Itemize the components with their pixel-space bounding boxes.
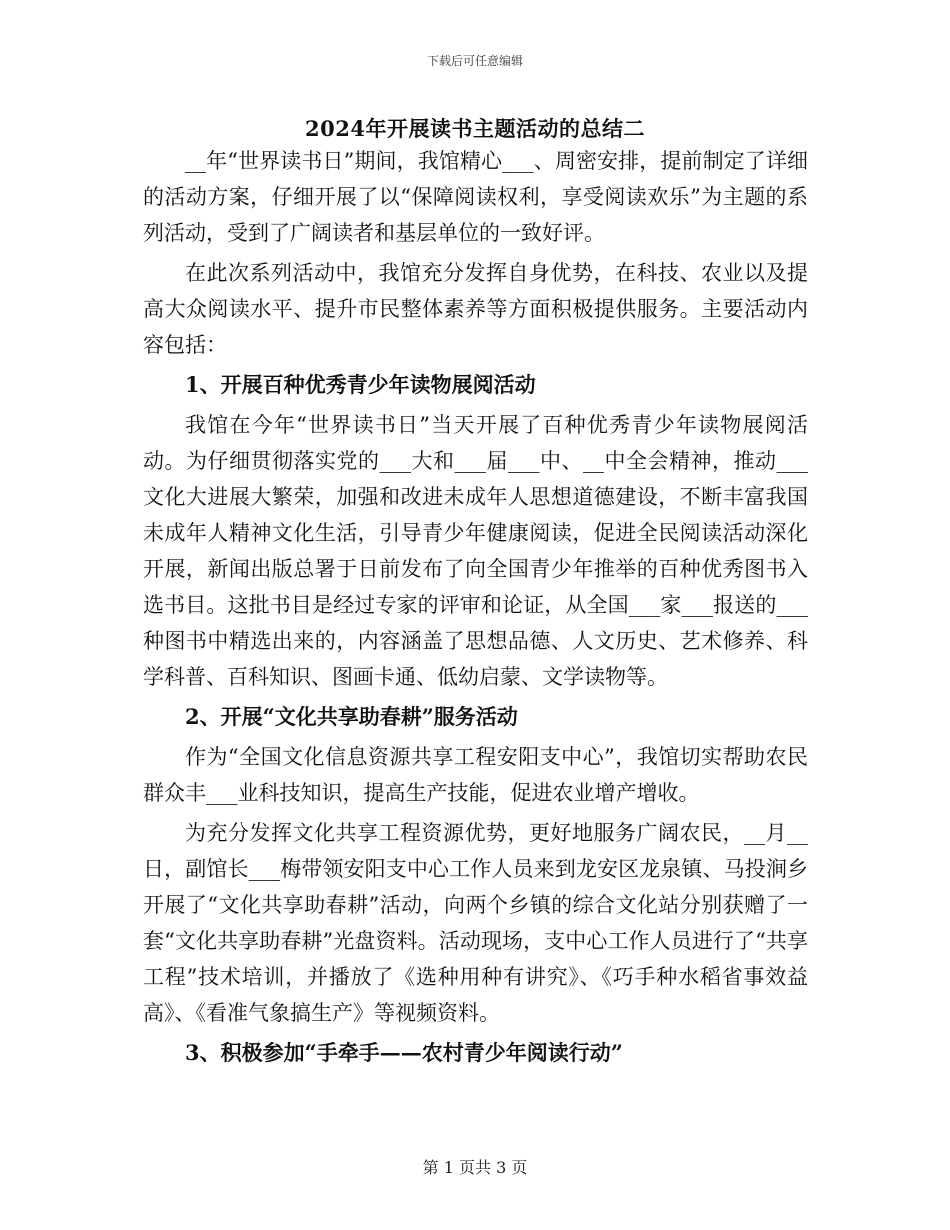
section-heading-1: 1、开展百种优秀青少年读物展阅活动 [185,372,536,397]
paragraph-section-2a: 作为“全国文化信息资源共享工程安阳支中心”，我馆切实帮助农民群众丰___业科技知识，提高生产技能，促进农业增产增收。 [143,745,808,805]
page-footer: 第 1 页共 3 页 [422,1158,528,1177]
paragraph-intro: __年“世界读书日”期间，我馆精心___、周密安排，提前制定了详细的活动方案，仔细开展了以“保障阅读权利，享受阅读欢乐”为主题的系列活动，受到了广阔读者和基层单位的一致好评。 [143,149,808,245]
paragraph-section-1: 我馆在今年“世界读书日”当天开展了百种优秀青少年读物展阅活动。为仔细贯彻落实党的___大和___届___中、__中全会精神，推动___文化大进展大繁荣，加强和改进未成年人思想道德建设，不断丰富我国未成年人精神文化生活，引导青少年健康阅读，促进全民阅读活动深化开展，新闻出版总署于日前发布了向全国青少年推举的百种优秀图书入选书目。这批书目是经过专家的评审和论证，从全国___家___报送的___种图书中精选出来的，内容涵盖了思想品德、人文历史、艺术修养、科学科普、百科知识、图画卡通、低幼启蒙、文学读物等。 [143,413,808,689]
section-heading-2: 2、开展“文化共享助春耕”服务活动 [185,704,518,729]
header-note: 下载后可任意编辑 [426,54,523,68]
paragraph-overview: 在此次系列活动中，我馆充分发挥自身优势，在科技、农业以及提高大众阅读水平、提升市民整体素养等方面积极提供服务。主要活动内容包括： [143,261,808,357]
paragraph-section-2b: 为充分发挥文化共享工程资源优势，更好地服务广阔农民，__月__日，副馆长___梅带领安阳支中心工作人员来到龙安区龙泉镇、马投涧乡开展了“文化共享助春耕”活动，向两个乡镇的综合文化站分别获赠了一套“文化共享助春耕”光盘资料。活动现场，支中心工作人员进行了“共享工程”技术培训，并播放了《选种用种有讲究》、《巧手种水稻省事效益高》、《看准气象搞生产》等视频资料。 [143,821,808,1025]
document-title: 2024年开展读书主题活动的总结二 [305,116,645,141]
document-body [143,143,808,1075]
section-heading-3: 3、积极参加“手牵手——农村青少年阅读行动” [185,1040,623,1065]
